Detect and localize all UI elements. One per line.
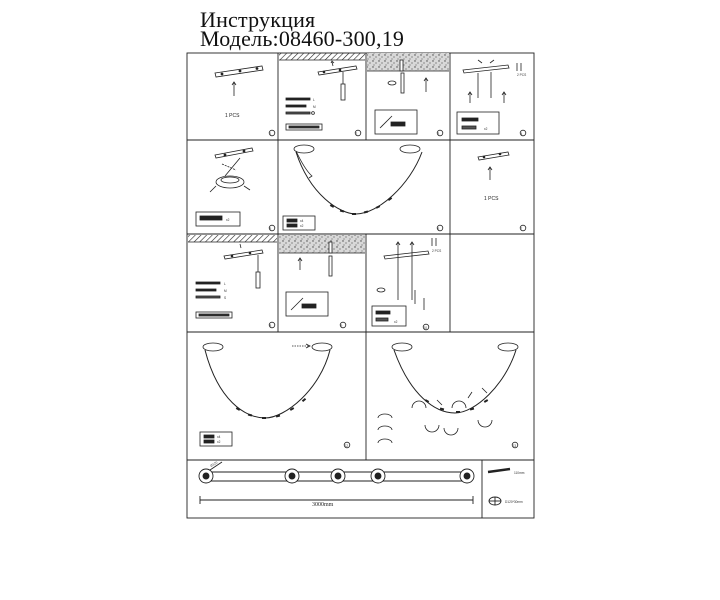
svg-text:12: 12 [344, 444, 349, 448]
svg-text:3000mm: 3000mm [312, 502, 334, 508]
svg-text:Ø120: Ø120 [209, 460, 219, 468]
svg-text:5: 5 [269, 227, 272, 231]
svg-text:13: 13 [512, 444, 517, 448]
svg-text:7: 7 [520, 227, 523, 231]
panel-1-bracket [215, 66, 275, 136]
panel-2-ceiling-hooks [279, 53, 365, 136]
svg-text:S: S [224, 296, 227, 300]
svg-text:x2: x2 [394, 320, 398, 324]
svg-text:1 PCS: 1 PCS [484, 196, 499, 202]
panel-9-drill [279, 235, 365, 328]
svg-text:x4: x4 [217, 435, 221, 439]
svg-text:x2: x2 [217, 440, 221, 444]
svg-text:L: L [313, 98, 315, 102]
panel-13-install-shades [378, 343, 518, 448]
svg-text:2: 2 [355, 132, 358, 136]
panel-6-hanging-cable [283, 145, 443, 231]
svg-text:2 PCS: 2 PCS [517, 73, 527, 77]
document-title: Инструкция [200, 7, 316, 32]
svg-text:M: M [224, 289, 227, 293]
svg-text:x4: x4 [300, 219, 304, 223]
panel-4-fix-bracket [457, 60, 526, 136]
svg-text:8: 8 [269, 324, 272, 328]
svg-text:2 PCS: 2 PCS [432, 249, 442, 253]
panel-3-drill-wall [367, 53, 449, 136]
panel-7-bracket [478, 152, 526, 231]
svg-text:L: L [224, 282, 226, 286]
panel-10-fix-bracket [372, 238, 436, 330]
svg-text:x2: x2 [300, 224, 304, 228]
svg-text:6: 6 [437, 227, 440, 231]
panel-5-wiring [196, 148, 275, 231]
pcs-label: 1 PCS [225, 113, 240, 119]
model-number: Модель:08460-300,19 [200, 26, 405, 51]
panel-12-hanging-cable [200, 343, 350, 448]
svg-text:x2: x2 [226, 218, 230, 222]
svg-text:x2: x2 [484, 127, 488, 131]
svg-text:4: 4 [520, 132, 523, 136]
svg-text:D120*30mm: D120*30mm [505, 500, 523, 504]
svg-text:M: M [313, 105, 316, 109]
svg-text:110mm: 110mm [514, 471, 525, 475]
svg-text:10: 10 [423, 326, 428, 330]
panel-14-dimensions [199, 462, 474, 504]
step-number: 1 [269, 132, 272, 136]
svg-text:9: 9 [340, 324, 343, 328]
panel-8-ceiling-hooks [188, 235, 277, 328]
svg-text:3: 3 [437, 132, 440, 136]
